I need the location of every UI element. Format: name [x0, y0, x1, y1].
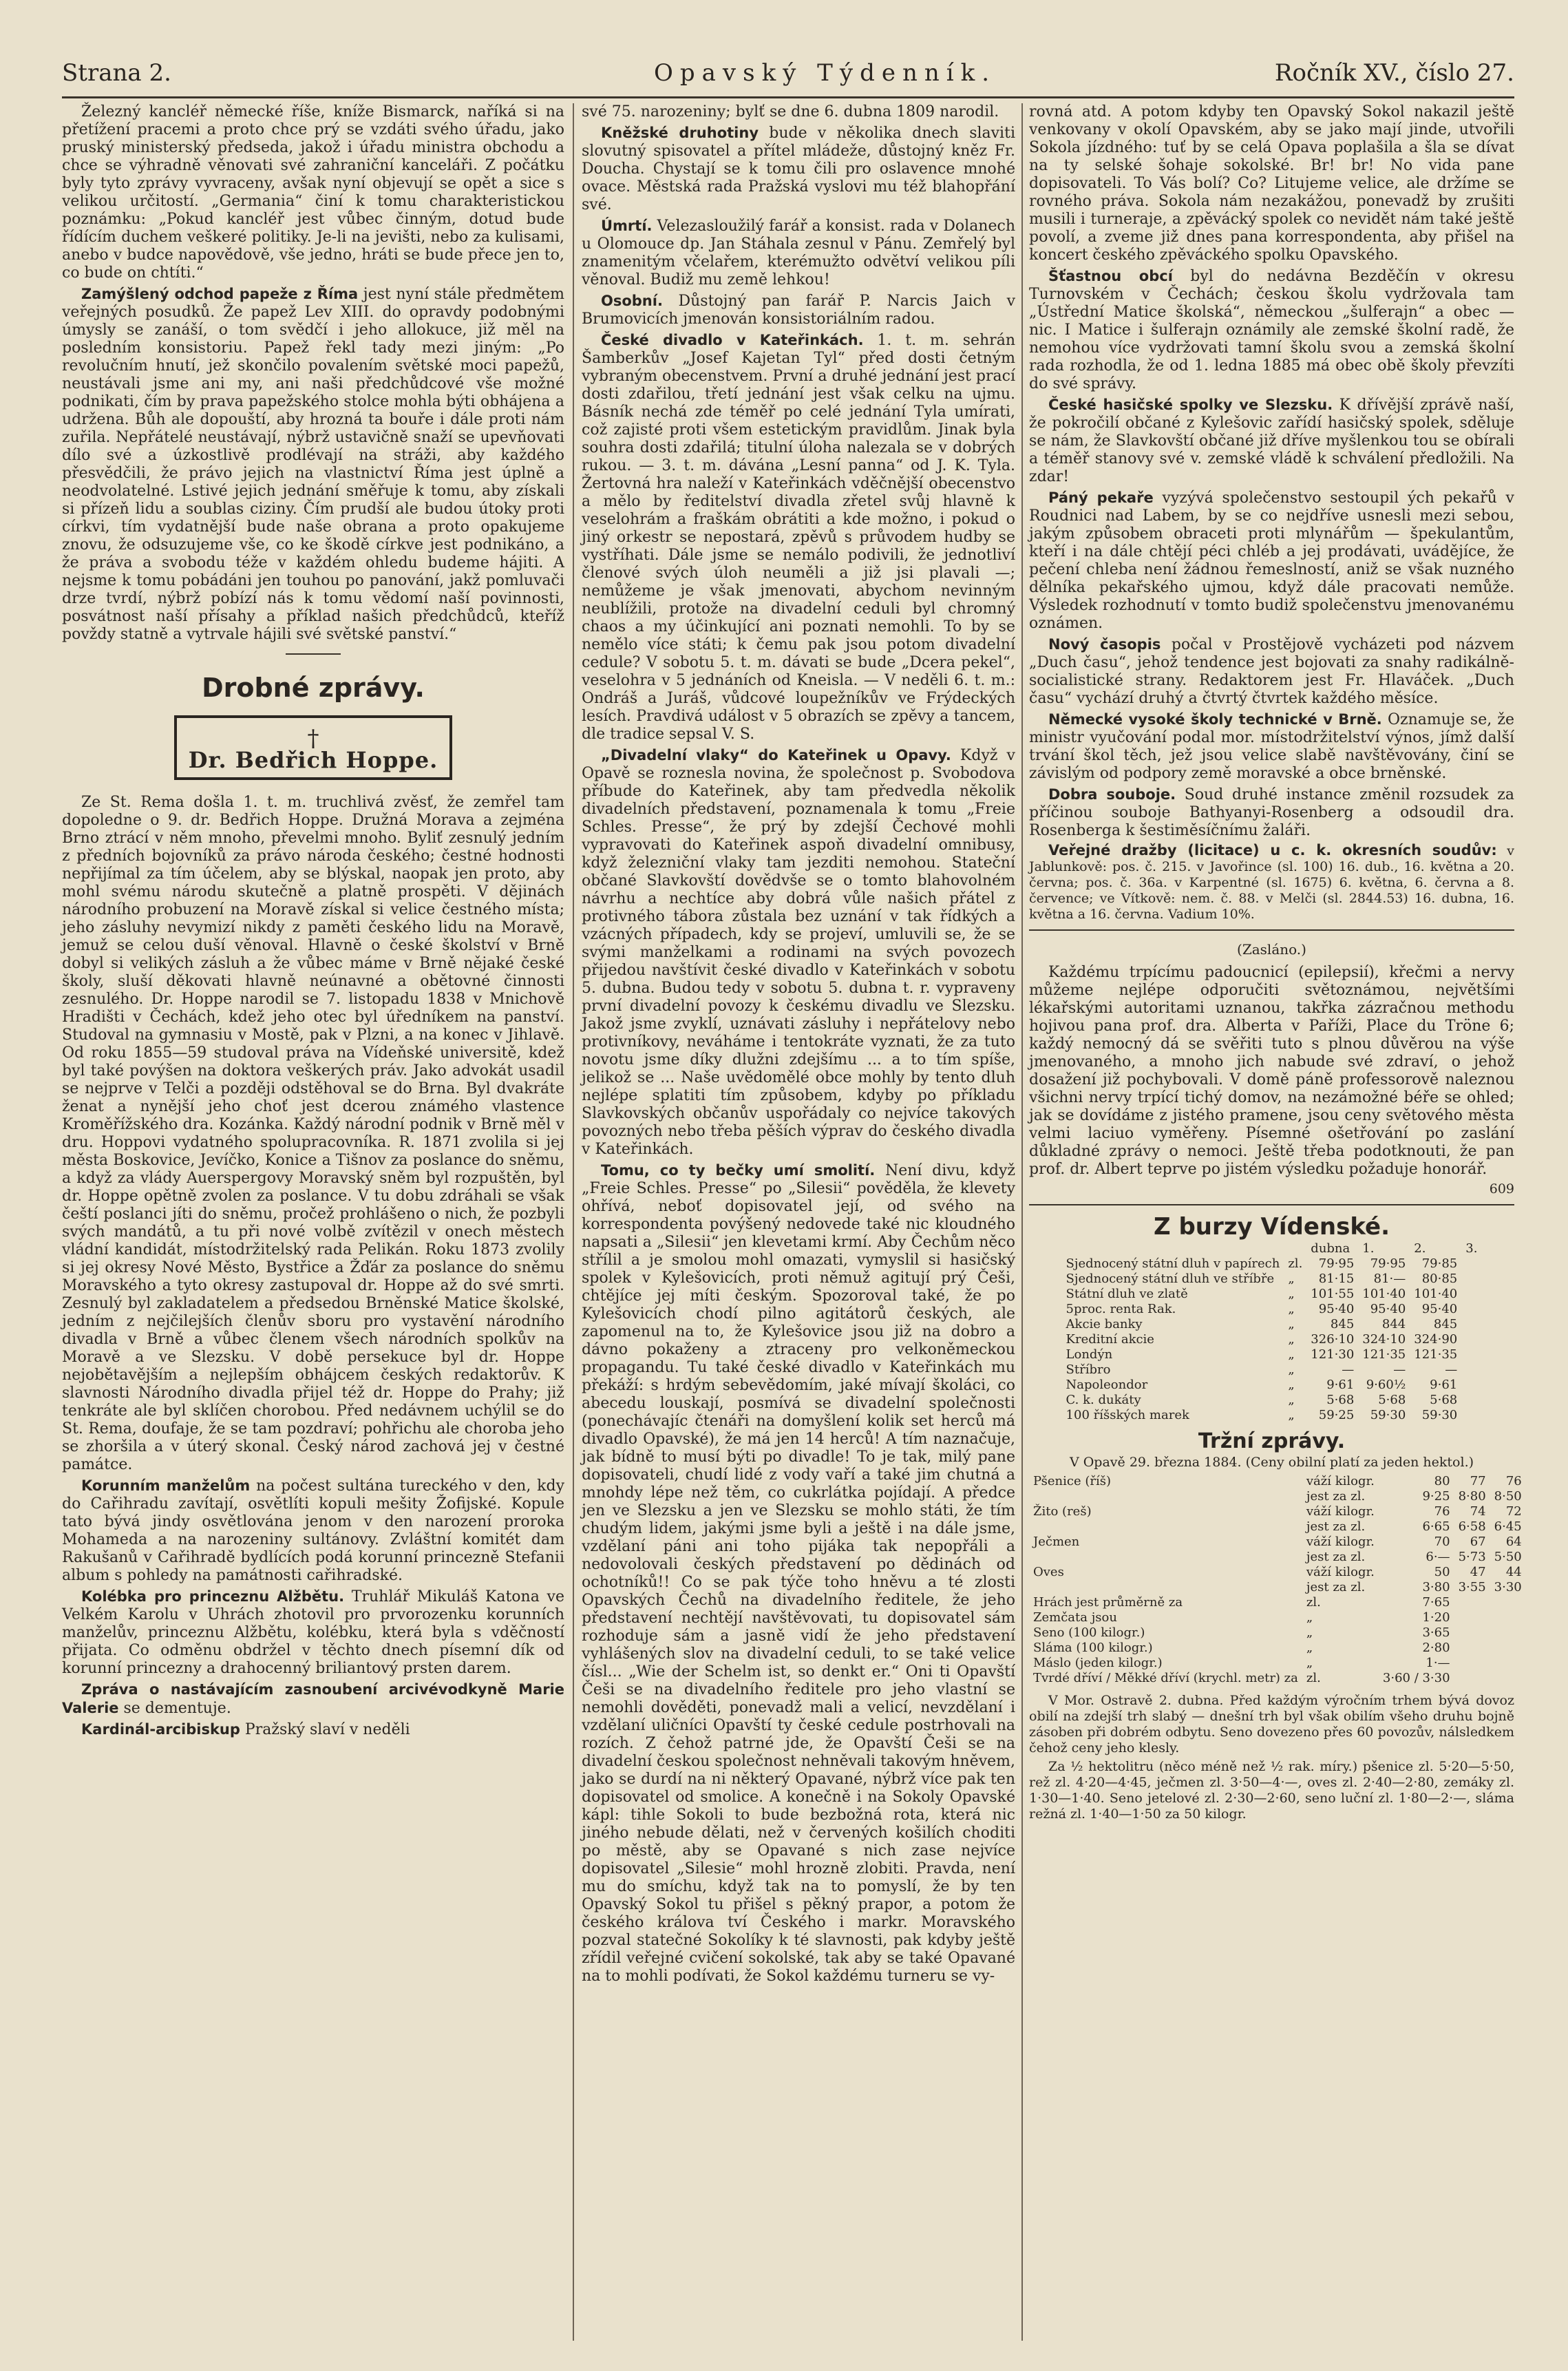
article-duel: Dobra souboje. Soud druhé instance změnil rozsudek za příčinou souboje Bathyanyi-Rosenberg a odsoudil dra. Rosenberga k šestiměsíčnímu žaláři.	[1029, 786, 1514, 839]
table-row: jest za zl. 3·80 3·55 3·30	[1306, 1580, 1522, 1594]
article-heading: Kardinál-arcibiskup	[81, 1721, 240, 1738]
table-row: Oves váží kilogr. 50 47 44	[1033, 1565, 1522, 1579]
article-heading: Dobra souboje.	[1048, 786, 1176, 803]
article-heading: Úmrtí.	[601, 218, 653, 234]
article-heading: Zamýšlený odchod papeže z Říma	[81, 286, 359, 302]
table-row: jest za zl. 6·65 6·58 6·45	[1306, 1519, 1522, 1534]
table-header-cell: 3.	[1465, 1241, 1478, 1256]
volume-issue: Ročník XV., číslo 27.	[1274, 59, 1514, 87]
column-3	[1029, 103, 1522, 2348]
column-divider	[1021, 103, 1023, 2341]
market-title: Tržní zprávy.	[1198, 1429, 1346, 1453]
table-row: Hrách jest průměrně za zl. 7·65	[1033, 1595, 1450, 1610]
article-crown: Korunním manželům na počest sultána tureckého v den, kdy do Cařihradu zavítají, osvětlíti kopuli mešity Žofijské. Kopule tato bývá jindy osvětlována jenom v den narození proroka Mohameda a na narozeniny sultánovy. Zvláštní komitét dam Rakušanů v Cařihradě bydlících podá korunní princezně Stefanii album s pohledy na památnosti cařihradské.	[62, 1477, 564, 1584]
article-personal: Osobní. Důstojný pan farář P. Narcis Jaich v Brumovicích jmenován konsistoriálním radou.	[582, 293, 1015, 328]
article-firemen: České hasičské spolky ve Slezsku. K dřívější zprávě naší, že pokročilí občané z Kylešovic zařídí hasičský spolek, sděluje se nám, že Slavkovští občané již dříve myšlenkou tou se obírali a téměř stanovy své v. zemské vládě k schválení předložili. Na zdar!	[1029, 397, 1514, 485]
column-2	[582, 103, 1015, 2348]
table-header-cell: 1.	[1362, 1241, 1375, 1256]
table-row: Zemčata jsou „ 1·20	[1033, 1610, 1450, 1625]
auctions: Veřejné dražby (licitace) u c. k. okresních soudův: v Jablunkově: pos. č. 215. v Javořince (sl. 100) 16. dub., 16. května a 20. června; pos. č. 36a. v Karpentné (sl. 1675) 6. května, 6. června a 8. července; ve Vítkově: nem. č. 88. v Melči (sl. 2844.53) 16. dubna, 16. května a 16. června. Vadium 10%.	[1029, 842, 1514, 922]
table-row: Akcie banky „ 845 844 845	[1066, 1317, 1458, 1331]
table-row: 5proc. renta Rak. „ 95·40 95·40 95·40	[1066, 1302, 1458, 1316]
page-number: Strana 2.	[62, 59, 171, 87]
article-continued: své 75. narozeniny; bylť se dne 6. dubna 1809 narodil.	[582, 103, 999, 120]
article-heading: Tomu, co ty bečky umí smolití.	[601, 1162, 876, 1179]
cross-icon: †	[307, 725, 319, 752]
exchange-title: Z burzy Vídenské.	[1153, 1213, 1390, 1241]
market-subtitle: V Opavě 29. března 1884. (Ceny obilní platí za jeden hektol.)	[1069, 1455, 1474, 1470]
article-pope: Zamýšlený odchod papeže z Říma jest nyní stále předmětem veřejných posudků. Že papež Lev XIII. do opravdy podobnými úmysly se zanáší, o tom svědčí i jeho allokuce, již měl na posledním konsistoriu. Papež řekl tady mezi jiným: „Po revolučním hnutí, jež skončilo povalením světské moci papežů, neustávali jsme ani my, ani naši předchůdcové vše možné podnikati, čím by prava papežského stolce mohla býti obhájena a udržena. Bůh ale dopouští, aby hrozná ta bouře i dále proti nám zuřila. Nepřátelé neustávají, nýbrž ustavičně snaží se upevňovati dílo své a úzkostlivě prodlévají na stráži, aby každého přesvědčili, že právo jejich na vlastnictví Říma jest úplně a neodvolatelné. Lstivé jejich jednání směřuje k tomu, aby získali si přízeň lidu a soublas ciziny. Čím prudší ale budou útoky proti církvi, tím vydatnější bude naše obrana a proto opakujeme znovu, že odsuzujeme vše, co ke škodě církve jest podnikáno, a že práva a svobodu téže v každém ohledu budeme hájiti. A nejsme k tomu pobádáni jen touhou po panování, jakž pomluvači drze tvrdí, nýbrž pobízí nás k tomu vědomí naší povinnosti, posvátnost naší přísahy a příklad našich předchůdců, kteříž povždy statně a vytrvale hájili své světské panství.“	[62, 286, 564, 643]
separator	[286, 653, 341, 655]
article-heading: Kněžské druhotiny	[601, 125, 759, 141]
divider	[1029, 1204, 1514, 1205]
table-row: Sjednocený státní dluh v papírech zl. 79·95 79·95 79·85	[1066, 1256, 1458, 1271]
article-heading: Německé vysoké školy technické v Brně.	[1048, 711, 1382, 728]
table-row: C. k. dukáty „ 5·68 5·68 5·68	[1066, 1393, 1458, 1407]
article-heading: České hasičské spolky ve Slezsku.	[1048, 397, 1333, 413]
table-header-cell: dubna	[1311, 1241, 1350, 1256]
table-row: Žito (reš) váží kilogr. 76 74 72	[1033, 1504, 1522, 1519]
table-header-cell: 2.	[1414, 1241, 1426, 1256]
table-row: Stříbro „ — — —	[1066, 1362, 1458, 1377]
newspaper-title: Opavský Týdenník.	[654, 59, 997, 87]
article-hoppe: Ze St. Rema došla 1. t. m. truchlivá zvěsť, že zemřel tam dopoledne o 9. dr. Bedřich Hoppe. Družná Morava a zejména Brno ztrácí v něm mnoho, převelmi mnoho. Byliť zesnulý jedním z předních bojovníků za právo národa českého; čestné hodnosti nepřijímal za tím účelem, aby se blýskal, naopak jen proto, aby mohl svému národu skutečně a platně prospěti. V dějinách národního probuzení na Moravě získal si velice čestného místa; jeho zásluhy nevymizí nikdy z paměti českého lidu na Moravě, jemuž se celou duší věnoval. Hlavně o české školství v Brně dobyl si velikých zásluh a že vůbec máme v Brně nějaké české školy, sluší děkovati hlavně neúnavné a obětovné činnosti zesnulého. Dr. Hoppe narodil se 7. listopadu 1838 v Mnichově Hradišti v Čechách, kdež jeho otec byl úředníkem na panství. Studoval na gymnasiu v Mostě, pak v Plzni, a na konec v Jihlavě. Od roku 1855—59 studoval práva na Vídeňské universitě, kdež byl také povýšen na doktora veškerých práv. Jako advokát usadil se nejprve v Telči a později odstěhoval se do Brna. Byl dvakráte ženat a nynější jeho choť jest dcerou známého vlastence Kroměřížského dra. Kozánka. Každý národní podnik v Brně měl v dru. Hoppovi vydatného spolupracovníka. R. 1871 zvolila si jej města Boskovice, Jevíčko, Konice a Tišnov za poslance do sněmu, a když za vlády Auerspergovy Moravský sněm byl rozpuštěn, byl dr. Hoppe opětně zvolen za poslance. V tu dobu zdráhali se však čeští poslanci jíti do sněmu, pročež prohlášeno o nich, že pozbyli svých mandátů, a tu při nové volbě zvítězil v onech městech vládní kandidát, místodržitelský rada Pelikán. Roku 1873 zvolily si jej okresy Nové Město, Bystřice a Žďár za poslance do sněmu Moravského a tyto okresy zastupoval dr. Hoppe až do své smrti. Zesnulý byl zakladatelem a předsedou Brněnské Matice školské, jedním z nejčilejších členův sboru pro vystavění národního divadla v Brně a vůbec členem všech národních spolkův na Moravě a ve Slezsku. V době persekuce byl dr. Hoppe nejobětavějším a nejlepším obhájcem českých redaktorův. K slavnosti Národního divadla přijel též dr. Hoppe do Prahy; již tenkráte ale byl sklíčen chorobou. Před nedávnem uchýlil se do St. Rema, doufaje, že se tam pozdraví; pohřichu ale choroba jeho se zhoršila a v úterý skonal. Český národ zachová jej v čestné památce.	[62, 794, 564, 1473]
table-row: Londýn „ 121·30 121·35 121·35	[1066, 1347, 1458, 1362]
table-row: Kreditní akcie „ 326·10 324·10 324·90	[1066, 1332, 1458, 1347]
article-theatre: České divadlo v Kateřinkách. 1. t. m. sehrán Šamberkův „Josef Kajetan Tyl“ před dosti četným vybraným obecenstvem. První a druhé jednání jest prací dosti zdařilou, třetí jednání jest však celku na ujmu. Básník nechá zde téměř po celé jednání Tyla umírati, což zajisté proti všem estetickým pravidlům. Jinak byla souhra dosti zdařilá; titulní úloha nalezala se v dobrých rukou. — 3. t. m. dávána „Lesní panna“ od J. K. Tyla. Žertovná hra naleží v Kateřinkách vděčnější obecenstvo a mělo by ředitelství divadla zřetel svůj hlavně k veselohrám a fraškám obrátiti a kde možno, i pokud o jiný orkestr se nepostará, zpěvů s průvodem hudby se vystříhati. Dále jsme se nemálo podivili, že jednotliví členové svých úloh neuměli a již jsi plavali —; nemůžeme je však jmenovati, abychom nevinným neublížili, protože na divadelní ceduli byl chromný chaos a my účinkující ani poznati nemohli. To by se nemělo více státi; k čemu pak jsou potom divadelní cedule? V sobotu 5. t. m. dávati se bude „Dcera pekel“, veselohra v 5 jednáních od Kneisla. — V neděli 6. t. m.: Ondráš a Juráš, vůdcové loupežníkův ve Frýdeckých lesích. Pravdivá událost v 5 obrazích se zpěvy a tancem, dle tradice sepsal V. S.	[582, 332, 1015, 743]
column-divider	[573, 103, 574, 2341]
article-heading: Zpráva o nastávajícím zasnoubení arcivévodkyně Marie Valerie	[62, 1681, 564, 1716]
article-bakers: Páný pekaře vyzývá společenstvo sestoupil ých pekařů v Roudnici nad Labem, by se co nejdříve usnesli mezi sebou, jakým způsobem obraceti proti mlynářům — špekulantům, kteří i na dále chtějí péci chléb a jej prodávati, uvádějíce, že pečení chleba není žádnou řemeslností, aniž se však nuzného dělníka pekařského ujmou, když dále pracovati nemůže. Výsledek rozhodnutí v tomto budiž společenstvu jmenovanému oznámen.	[1029, 489, 1514, 632]
table-row: Sjednocený státní dluh ve stříbře „ 81·15 81·— 80·85	[1066, 1272, 1458, 1286]
article-death: Úmrtí. Velezasloužilý farář a konsist. rada v Dolanech u Olomouce dp. Jan Stáhala zesnul v Pánu. Zemřelý byl znamenitým včelařem, kterémužto odvětví velikou píli věnoval. Budiž mu země lehkou!	[582, 218, 1015, 288]
table-row: Státní dluh ve zlatě „ 101·55 101·40 101·40	[1066, 1287, 1458, 1301]
table-row: jest za zl. 6·— 5·73 5·50	[1306, 1550, 1522, 1564]
article-bezdecin: Šťastnou obcí byl do nedávna Bezděčín v okresu Turnovském v Čechách; českou školu vydržovala tam „Ústřední Matice školská“, německou „šulferajn“ a obec — nic. I Matice i šulferajn oznámily ale zemské školní radě, že nemohou více vydržovati tamní školu svou a zemská školní rada rozhodla, že od 1. ledna 1885 má obec obě školy převzíti do své správy.	[1029, 268, 1515, 392]
exchange-table	[1062, 1241, 1482, 1423]
table-row: Sláma (100 kilogr.) „ 2·80	[1033, 1641, 1450, 1655]
article-journal: Nový časopis počal v Prostějově vycházeti pod názvem „Duch času“, jehož tendence jest bojovati za snahy radikálně-socialistické strany. Redaktorem jest Fr. Hlaváček. „Duch času“ vychází druhý a čtvrtý čtvrtek každého měsíce.	[1029, 636, 1514, 707]
table-row: Máslo (jeden kilogr.) „ 1·—	[1033, 1656, 1450, 1670]
article-barrels: Tomu, co ty bečky umí smolití. Není divu, když „Freie Schles. Presse“ po „Silesii“ pověděla, že klevety ohřívá, neboť dopisovatel její, od svého na korrespondenta povýšený nedovede také nic kloudného napsati a „Silesii“ jen klevetami krmí. Aby Čechům něco střílil a je smolou mohl omazati, vymyslil si hasičský spolek v Kylešovicích, proti němuž agitují prý Češi, chtějíce jej míti českým. Spozoroval také, že po Kylešovicích chodí pilno agitátorů českých, ale zapomenul na to, že Kylešovice jsou již na dobro a dávno pokaženy a ztraceny pro velkoněmeckou propagandu. Tu také české divadlo v Kateřinkách mu překáží: s hrdým sebevědomím, jaké mívají školáci, co abecedu louskají, posmívá se divadelní společnosti (ponechávajíc čtenáři na domyšlení kolik set herců má divadlo Opavské), že má jen 14 herců! A tím naznačuje, jak bídně to musí býti po divadle! To je tak, milý pane dopisovateli, chudí lidé z vody vaří a také jim chutná a mnohdy lépe než těm, co cukrlátka pojídají. A předce jen ve Slezsku a jen ve Slezsku se mohlo státi, že tím chudým lidem, jakými jsme byli a ještě i na dále jsme, vzdělaní páni ani toho pijáka tak nepopřáli a nedovolovali českých představení po dědinách od ochotníků!! Co se pak týče toho hněvu a té zlosti Opavských Čechů na divadelního ředitele, že jeho představení nechtějí navštěvovati, tu dopisovatel sám rozhoduje sám a jasně vidí že jeho představení vyhlášených slov na divadelní ceduli, to se také velice čísl... „Wie der Schelm ist, so denkt er.“ Oni ti Opavští Češi se na divadelního ředitele pro jeho vlastní se nemohli dověděti, ponevadž mali a velicí, nevzdělaní i vzdělaní uličníci Opavští ty české cedule postrhovali na rozích. Z čehož patrné jde, že Opavští Češi se na divadelní českou společnost nehněvali takovým hněvem, jako se durdí na ni některý Opavané, nýbrž více pak ten dopisovatel od smolice. A konečně i na Sokoly Opavské kápl: tihle Sokoli to bude bezbožná rota, která nic jiného nebude dělati, než v červených košilích choditi po městě, aby se Opavané s nich zase nejvíce dopisovatel „Silesie“ mohl hrozně zlobiti. Pravda, není mu do smíchu, když tak na to pomyslí, že by ten Opavský Sokol tu přišel s pěkný prapor, a potom že českého králova tví Českého i markr. Moravského pozval statečné Sokolíky k té slavnosti, pak kdyby ještě zřídil veřejné cvičení sokolské, tak aby se také Opavané na to mohli podívati, že Sokol každému turneru se vy-	[582, 1162, 1015, 1985]
table-row: jest za zl. 9·25 8·80 8·50	[1306, 1489, 1522, 1504]
auctions-heading: Veřejné dražby (licitace) u c. k. okresních soudův:	[1048, 842, 1497, 858]
article-heading: Nový časopis	[1048, 636, 1161, 653]
article-heading: „Divadelní vlaky“ do Kateřinek u Opavy.	[601, 747, 951, 763]
advert-number: 609	[1489, 1181, 1514, 1197]
article-doucha: Kněžské druhotiny bude v několika dnech slaviti slovutný spisovatel a přítel mládeže, důstojný kněz Fr. Doucha. Chystají se k tomu čili pro oslavence mnohé ovace. Městská rada Pražská vyslovi mu též blahopřání své.	[582, 125, 1015, 213]
article-cardinal: Kardinál-arcibiskup Pražský slaví v neděli	[81, 1721, 410, 1738]
article-tech-schools: Německé vysoké školy technické v Brně. Oznamuje se, že ministr vyučování podal mor. místodržitelství výnos, jímž další trvání škol těch, jež jsou velice slabě navštěvovány, činí se závislým od podpory země moravské a obce brněnské.	[1029, 711, 1514, 782]
article-bismarck: Železný kancléř německé říše, kníže Bismarck, naříká si na přetížení pracemi a proto chce prý se vzdáti svého úřadu, jako pruský ministerský předseda, jakož i úřadu ministra obchodu a chce se výhradně věnovati své zahraniční kanceláři. Z počátku byly tyto zprávy vyvraceny, avšak nyní objevují se opět a sice s velikou určitostí. „Germania“ činí k tomu charakteristickou poznámku: „Pokud kancléř jest vůbec činným, dotud bude řídícím duchem veškeré politiky. Je-li na jevišti, nebo za kulisami, anebo v budce napovědově, vše jedno, hráti se bude přece jen to, co bude on chtíti.“	[62, 103, 564, 282]
table-header	[1062, 1241, 1482, 1256]
market-table	[1029, 1474, 1526, 1686]
article-heading: Šťastnou obcí	[1048, 268, 1173, 284]
article-heading: Kolébka pro princeznu Alžbětu.	[81, 1588, 345, 1605]
article-cradle: Kolébka pro princeznu Alžbětu. Truhlář Mikuláš Katona ve Velkém Karolu v Uhrách zhotovil pro prvorozenku korunních manželův, princeznu Alžbětu, kolébku, která byla s vděčností přijata. Co odměnu obdržel v těchto dnech písemní dík od korunní princezny a drahocenný briliantový prsten darem.	[62, 1588, 564, 1677]
table-row: Pšenice (říš) váží kilogr. 80 77 76	[1033, 1474, 1522, 1488]
article-heading: České divadlo v Kateřinkách.	[601, 332, 864, 348]
article-heading: Páný pekaře	[1048, 489, 1154, 506]
zaslano-label: (Zasláno.)	[1237, 941, 1306, 958]
obituary-box	[174, 715, 452, 780]
article-heading: Osobní.	[601, 293, 663, 309]
header-rule	[62, 96, 1514, 98]
section-title: Drobné zprávy.	[202, 673, 425, 703]
obituary-name: Dr. Bedřich Hoppe.	[188, 747, 438, 773]
table-row: Tvrdé dříví / Měkké dříví (krychl. metr) za zl. 3·60 / 3·30	[1033, 1671, 1450, 1685]
advert-epilepsy: Každému trpícímu padoucnicí (epilepsií), křečmi a nervy můžeme nejlépe odporučiti světoznámou, největšími lékařskými autoritami uznanou, takřka zázračnou methodu hojivou pana prof. dra. Alberta v Paříži, Place du Tröne 6; každý nemocný dá se svěřiti tuto s plnou důvěrou na výše jmenovaného, a mnoho jich nabude své zdraví, o jehož dosažení již pochybovali. V domě páně professorově naleznou všichni nervy trpící tichý domov, na nezámožné béře se ohled; jak se dovídáme z jistého pramene, jsou ceny světového města velmi laciuo vyměřeny. Písemné ošetřování po zaslání důkladné zprávy o nemoci. Ještě třeba podotknouti, že pan prof. dr. Albert teprve po jistém výsledku požaduje honorář.	[1029, 964, 1514, 1178]
divider	[1029, 929, 1514, 931]
table-row: Ječmen váží kilogr. 70 67 64	[1033, 1535, 1522, 1549]
market-ostrava-prices: Za ⅟₂ hektolitru (něco méně než ⅟₂ rak. míry.) pšenice zl. 5·20—5·50, rež zl. 4·20—4·45, ječmen zl. 3·50—4·—, oves zl. 2·40—2·80, zemáky zl. 1·30—1·40. Seno jetelové zl. 2·30—2·60, seno luční zl. 1·80—2·—, sláma režná zl. 1·40—1·50 za 50 kilogr.	[1029, 1759, 1514, 1822]
column-1	[62, 103, 564, 2348]
page-header	[62, 55, 1514, 96]
article-heading: Korunním manželům	[81, 1477, 251, 1494]
table-row: Napoleondor „ 9·61 9·60½ 9·61	[1066, 1378, 1458, 1392]
table-row: 100 říšských marek „ 59·25 59·30 59·30	[1066, 1408, 1458, 1422]
market-ostrava: V Mor. Ostravě 2. dubna. Před každým výročním trhem bývá dovoz obilí na zdejší trh slabý — dnešní trh byl však obilím všeho druhu bojně zásoben při dobrém odbytu. Seno dovezeno přes 60 povozův, nálsledkem čehož ceny jeho klesly.	[1029, 1693, 1514, 1756]
article-continued: rovná atd. A potom kdyby ten Opavský Sokol nakazil ještě venkovany v okolí Opavském, aby se jako mají jinde, utvořili Sokola jízdného: tuť by se celá Opava poplašila a šla se dívat na ty selské šohaje sokolské. Br! br! No vida pane dopisovateli. To Vás bolí? Co? Litujeme velice, ale držíme se rovného práva. Sokola nám nezakážou, ponevadž by zrušiti musili i turneraje, a zpěvácký spolek co nevidět nám také ještě povolí, a zveme již dnes pana korrespondenta, aby přišel na koncert českého zpěváckého spolku Opavského.	[1029, 103, 1514, 264]
article-theatre-trains: „Divadelní vlaky“ do Kateřinek u Opavy. Když v Opavě se rozneslа novina, že společnost p. Svobodova příbude do Kateřinek, aby tam předvedla několik divadelních představení, poznamenala k tomu „Freie Schles. Presse“, že prý by zdejší Čechové mohli vypravovati do Kateřinek aspoň divadelní omnibusy, když železniční vlaky tam jezditi nemohou. Stateční občané Slavkovští dovědvše se o tomto blahovolném návrhu a nechtíce aby dobrá vůle našich přátel z protivného tábora zůstala bez uznání v tak řídkých a vzácných případech, kdy se projeví, umluvili se, že se svými manželkami a rodinami na svých povozech přijedou navštívit české divadlo v Kateřinkách v sobotu 5. dubna. Budou tedy v sobotu 5. dubna t. r. vypraveny první divadelní povozy k českému divadlu ve Slezsku. Jakož jsme zvyklí, uznávati zásluhy i nepřátelovy nebo protivníkovy, neváháme i tentokráte vyznati, že za tuto novotu jsme díky dlužni zdejšímu ... a to tím spíše, jelikož se ... Naše uvědomělé obce mohly by tento dluh nejlépe splatiti tím způsobem, kdyby po příkladu Slavkovských občanův uspořádaly co nejvíce takových povozných nebo třeba pěších výprav do českého divadla v Kateřinkách.	[582, 747, 1015, 1158]
article-valerie: Zpráva o nastávajícím zasnoubení arcivévodkyně Marie Valerie se dementuje.	[62, 1681, 564, 1717]
table-row: Seno (100 kilogr.) „ 3·65	[1033, 1625, 1450, 1640]
